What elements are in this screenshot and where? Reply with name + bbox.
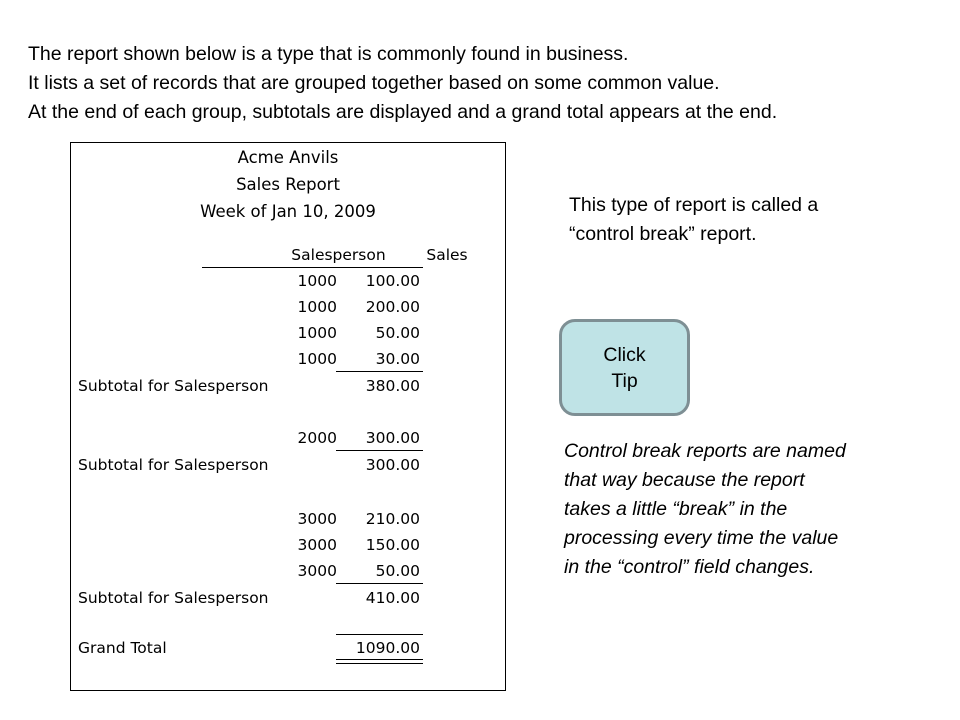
definition-line: “control break” report. <box>569 223 757 245</box>
subtotal-rule <box>336 583 423 584</box>
sales-cell: 200.00 <box>365 298 420 316</box>
subtotal-label: Subtotal for Salesperson <box>78 456 269 474</box>
report-title: Sales Report <box>236 175 340 194</box>
subtotal-rule <box>336 450 423 451</box>
table-row <box>71 350 505 372</box>
grand-total-row <box>71 639 505 661</box>
subtotal-row <box>71 456 505 478</box>
intro-line: At the end of each group, subtotals are displayed and a grand total appears at the end. <box>28 101 778 123</box>
salesperson-cell: 1000 <box>297 272 337 290</box>
table-row <box>71 324 505 346</box>
subtotal-rule <box>336 371 423 372</box>
grand-total-rule <box>336 634 423 635</box>
sales-cell: 50.00 <box>375 324 420 342</box>
tip-line: in the “control” field changes. <box>564 556 815 578</box>
grand-total-amount: 1090.00 <box>355 639 420 657</box>
intro-text <box>28 40 958 127</box>
sales-cell: 150.00 <box>365 536 420 554</box>
table-row <box>71 429 505 451</box>
subtotal-row <box>71 589 505 611</box>
tip-line: takes a little “break” in the <box>564 498 788 520</box>
subtotal-row <box>71 377 505 399</box>
control-break-definition <box>569 191 949 249</box>
sales-cell: 100.00 <box>365 272 420 290</box>
grand-total-double-rule <box>336 659 423 664</box>
sales-cell: 210.00 <box>365 510 420 528</box>
intro-line: The report shown below is a type that is commonly found in business. <box>28 43 629 65</box>
tip-button-label: Tip <box>611 369 638 392</box>
tip-explanation <box>564 437 954 582</box>
table-row <box>71 298 505 320</box>
column-header-sales: Sales <box>426 246 468 264</box>
subtotal-label: Subtotal for Salesperson <box>78 377 269 395</box>
salesperson-cell: 2000 <box>297 429 337 447</box>
tip-button-label: Click <box>603 343 646 366</box>
subtotal-amount: 410.00 <box>365 589 420 607</box>
sales-cell: 30.00 <box>375 350 420 368</box>
table-row <box>71 536 505 558</box>
table-row <box>71 510 505 532</box>
report-company: Acme Anvils <box>237 148 339 167</box>
tip-line: that way because the report <box>564 469 805 491</box>
sales-cell: 50.00 <box>375 562 420 580</box>
definition-line: This type of report is called a <box>569 194 819 216</box>
salesperson-cell: 1000 <box>297 298 337 316</box>
salesperson-cell: 3000 <box>297 510 337 528</box>
header-underline <box>202 267 423 268</box>
salesperson-cell: 3000 <box>297 536 337 554</box>
tip-line: processing every time the value <box>564 527 839 549</box>
sales-cell: 300.00 <box>365 429 420 447</box>
intro-line: It lists a set of records that are grouped together based on some common value. <box>28 72 720 94</box>
table-row <box>71 272 505 294</box>
salesperson-cell: 3000 <box>297 562 337 580</box>
sales-report <box>70 142 506 691</box>
subtotal-amount: 300.00 <box>365 456 420 474</box>
tip-line: Control break reports are named <box>564 440 846 462</box>
column-header-salesperson: Salesperson <box>291 246 386 264</box>
salesperson-cell: 1000 <box>297 324 337 342</box>
subtotal-amount: 380.00 <box>365 377 420 395</box>
click-tip-button[interactable] <box>559 319 690 416</box>
table-row <box>71 562 505 584</box>
salesperson-cell: 1000 <box>297 350 337 368</box>
report-week: Week of Jan 10, 2009 <box>200 202 376 221</box>
subtotal-label: Subtotal for Salesperson <box>78 589 269 607</box>
grand-total-label: Grand Total <box>78 639 167 657</box>
